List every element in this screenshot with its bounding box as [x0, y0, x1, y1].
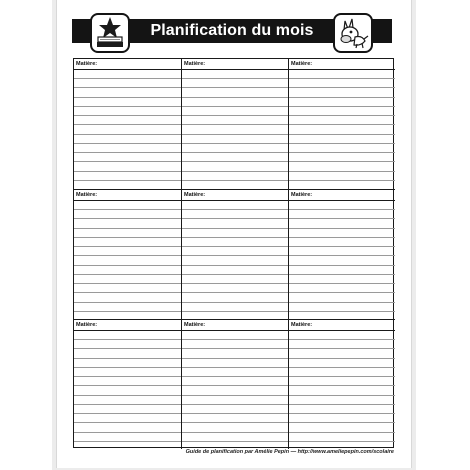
writing-line[interactable] — [289, 106, 395, 107]
writing-line[interactable] — [289, 209, 395, 210]
writing-line[interactable] — [289, 115, 395, 116]
writing-line[interactable] — [289, 228, 395, 229]
header-divider — [182, 200, 288, 201]
writing-line[interactable] — [74, 143, 181, 144]
subject-cell — [181, 59, 288, 189]
writing-line[interactable] — [289, 311, 395, 312]
writing-line[interactable] — [182, 134, 288, 135]
writing-line[interactable] — [74, 358, 181, 359]
writing-line[interactable] — [182, 376, 288, 377]
writing-line[interactable] — [289, 292, 395, 293]
writing-line[interactable] — [182, 404, 288, 405]
writing-line[interactable] — [182, 265, 288, 266]
writing-line[interactable] — [182, 432, 288, 433]
writing-line[interactable] — [289, 218, 395, 219]
writing-line[interactable] — [74, 134, 181, 135]
writing-line[interactable] — [74, 422, 181, 423]
writing-line[interactable] — [182, 228, 288, 229]
writing-line[interactable] — [74, 152, 181, 153]
subject-label: Matière: — [184, 322, 206, 328]
writing-line[interactable] — [74, 348, 181, 349]
writing-line[interactable] — [74, 228, 181, 229]
writing-line[interactable] — [289, 237, 395, 238]
star-books-icon — [90, 13, 130, 53]
writing-line[interactable] — [74, 283, 181, 284]
writing-line[interactable] — [182, 78, 288, 79]
writing-line[interactable] — [182, 97, 288, 98]
writing-line[interactable] — [289, 255, 395, 256]
writing-line[interactable] — [74, 218, 181, 219]
writing-line[interactable] — [74, 209, 181, 210]
writing-line[interactable] — [289, 124, 395, 125]
writing-line[interactable] — [289, 97, 395, 98]
writing-line[interactable] — [74, 311, 181, 312]
writing-line[interactable] — [289, 274, 395, 275]
writing-line[interactable] — [182, 302, 288, 303]
writing-line[interactable] — [182, 395, 288, 396]
writing-line[interactable] — [182, 422, 288, 423]
writing-line[interactable] — [74, 237, 181, 238]
subject-cell — [181, 189, 288, 319]
header-divider — [289, 69, 395, 70]
writing-line[interactable] — [74, 161, 181, 162]
header-divider — [289, 330, 395, 331]
subject-label: Matière: — [291, 322, 313, 328]
writing-line[interactable] — [289, 432, 395, 433]
writing-line[interactable] — [289, 376, 395, 377]
writing-line[interactable] — [289, 422, 395, 423]
writing-line[interactable] — [74, 78, 181, 79]
writing-line[interactable] — [74, 124, 181, 125]
writing-line[interactable] — [182, 358, 288, 359]
subject-cell — [288, 319, 395, 449]
writing-line[interactable] — [289, 395, 395, 396]
writing-line[interactable] — [289, 143, 395, 144]
writing-line[interactable] — [289, 134, 395, 135]
writing-line[interactable] — [182, 180, 288, 181]
subject-cell — [288, 59, 395, 189]
subject-cell — [74, 319, 181, 449]
writing-line[interactable] — [74, 441, 181, 442]
writing-line[interactable] — [182, 209, 288, 210]
subject-cell — [181, 319, 288, 449]
writing-line[interactable] — [289, 404, 395, 405]
writing-line[interactable] — [74, 339, 181, 340]
writing-line[interactable] — [74, 274, 181, 275]
writing-line[interactable] — [182, 283, 288, 284]
writing-line[interactable] — [289, 358, 395, 359]
header-divider — [289, 200, 395, 201]
writing-line[interactable] — [74, 376, 181, 377]
subject-label: Matière: — [76, 322, 98, 328]
header-divider — [74, 200, 181, 201]
writing-line[interactable] — [182, 143, 288, 144]
subject-label: Matière: — [291, 61, 313, 67]
writing-line[interactable] — [74, 413, 181, 414]
writing-line[interactable] — [74, 115, 181, 116]
subject-label: Matière: — [76, 61, 98, 67]
writing-line[interactable] — [182, 161, 288, 162]
subject-cell — [74, 189, 181, 319]
writing-line[interactable] — [74, 292, 181, 293]
writing-line[interactable] — [182, 87, 288, 88]
subject-label: Matière: — [291, 192, 313, 198]
donkey-icon — [333, 13, 373, 53]
writing-line[interactable] — [289, 283, 395, 284]
writing-line[interactable] — [74, 106, 181, 107]
writing-line[interactable] — [182, 237, 288, 238]
writing-line[interactable] — [74, 171, 181, 172]
writing-line[interactable] — [74, 404, 181, 405]
subject-label: Matière: — [184, 192, 206, 198]
writing-line[interactable] — [182, 246, 288, 247]
writing-line[interactable] — [182, 413, 288, 414]
writing-line[interactable] — [289, 441, 395, 442]
writing-line[interactable] — [74, 367, 181, 368]
subject-label: Matière: — [76, 192, 98, 198]
subject-label: Matière: — [184, 61, 206, 67]
writing-line[interactable] — [74, 255, 181, 256]
writing-line[interactable] — [74, 385, 181, 386]
writing-line[interactable] — [182, 218, 288, 219]
writing-line[interactable] — [182, 171, 288, 172]
writing-line[interactable] — [74, 265, 181, 266]
writing-line[interactable] — [289, 265, 395, 266]
page-title: Planification du mois — [150, 22, 314, 39]
header-divider — [182, 69, 288, 70]
writing-line[interactable] — [182, 274, 288, 275]
writing-line[interactable] — [182, 255, 288, 256]
writing-line[interactable] — [289, 87, 395, 88]
writing-line[interactable] — [74, 302, 181, 303]
writing-line[interactable] — [74, 180, 181, 181]
writing-line[interactable] — [182, 385, 288, 386]
writing-line[interactable] — [74, 246, 181, 247]
writing-line[interactable] — [74, 432, 181, 433]
writing-line[interactable] — [74, 87, 181, 88]
writing-line[interactable] — [182, 115, 288, 116]
writing-line[interactable] — [182, 311, 288, 312]
writing-line[interactable] — [289, 171, 395, 172]
writing-line[interactable] — [182, 152, 288, 153]
footer-credit: Guide de planification par Amélie Pepin — http://www.ameliepepin.com/scolaire — [185, 449, 394, 455]
writing-line[interactable] — [182, 339, 288, 340]
writing-line[interactable] — [289, 367, 395, 368]
writing-line[interactable] — [74, 395, 181, 396]
writing-line[interactable] — [182, 441, 288, 442]
writing-line[interactable] — [182, 106, 288, 107]
writing-line[interactable] — [182, 367, 288, 368]
writing-line[interactable] — [289, 339, 395, 340]
writing-line[interactable] — [289, 152, 395, 153]
header-divider — [182, 330, 288, 331]
writing-line[interactable] — [289, 385, 395, 386]
planning-grid — [73, 58, 394, 448]
writing-line[interactable] — [182, 348, 288, 349]
header-divider — [74, 330, 181, 331]
writing-line[interactable] — [289, 246, 395, 247]
writing-line[interactable] — [182, 124, 288, 125]
writing-line[interactable] — [74, 97, 181, 98]
subject-cell — [74, 59, 181, 189]
writing-line[interactable] — [289, 413, 395, 414]
writing-line[interactable] — [289, 348, 395, 349]
subject-cell — [288, 189, 395, 319]
writing-line[interactable] — [289, 161, 395, 162]
header-divider — [74, 69, 181, 70]
writing-line[interactable] — [289, 78, 395, 79]
writing-line[interactable] — [289, 180, 395, 181]
writing-line[interactable] — [182, 292, 288, 293]
writing-line[interactable] — [289, 302, 395, 303]
